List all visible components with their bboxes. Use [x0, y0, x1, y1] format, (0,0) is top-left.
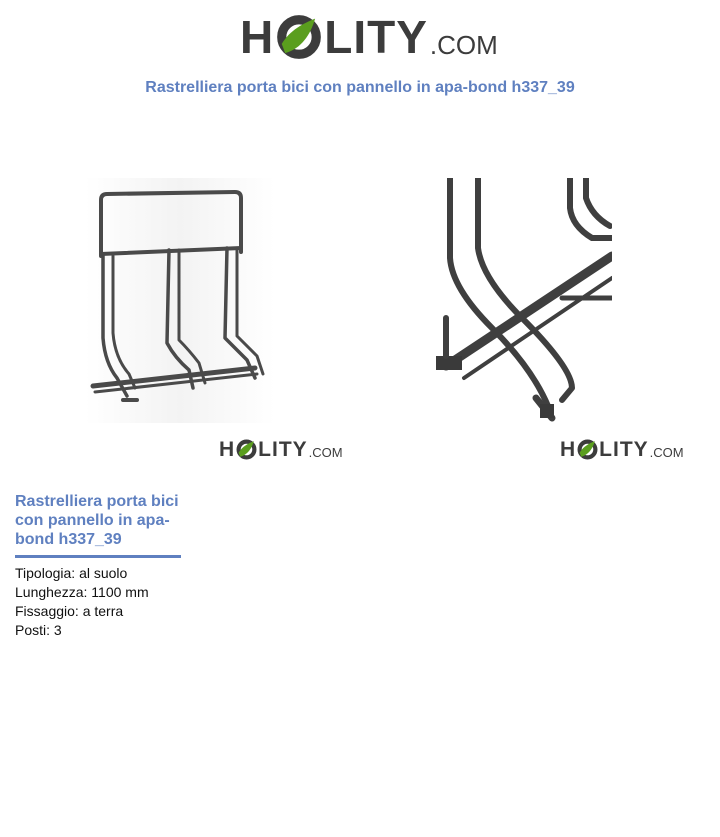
- spec-value: a terra: [82, 603, 124, 619]
- spec-item-tipologia: Tipologia: al suolo: [15, 565, 128, 581]
- spec-item-posti: Posti: 3: [15, 622, 62, 638]
- logo-leaf-icon: [236, 439, 257, 460]
- logo-text-com: .COM: [649, 445, 684, 460]
- brand-logo-small: [219, 439, 343, 461]
- spec-item-fissaggio: Fissaggio: a terra: [15, 603, 124, 619]
- logo-text-lity: LITY: [599, 438, 649, 461]
- logo-text-com: .COM: [308, 445, 343, 460]
- logo-text-lity: LITY: [258, 438, 308, 461]
- spec-value: 1100 mm: [91, 584, 149, 600]
- logo-text-com: .COM: [429, 30, 498, 60]
- page-title: Rastrelliera porta bici con pannello in apa-bond h337_39: [145, 79, 575, 96]
- spec-value: al suolo: [79, 565, 128, 581]
- logo-text-lity: LITY: [324, 11, 428, 63]
- product-image-detail: [432, 178, 612, 426]
- spec-list: [15, 564, 149, 640]
- spec-item-lunghezza: Lunghezza: 1100 mm: [15, 584, 149, 600]
- spec-label: Fissaggio: [15, 603, 75, 619]
- logo-text-h: H: [560, 438, 577, 461]
- product-image-front: [85, 178, 275, 423]
- logo-leaf-icon: [577, 439, 598, 460]
- product-heading: Rastrelliera porta bici con pannello in apa-bond h337_39: [15, 492, 181, 558]
- spec-label: Lunghezza: [15, 584, 84, 600]
- logo-leaf-icon: [276, 14, 322, 60]
- spec-label: Tipologia: [15, 565, 72, 581]
- logo-text-h: H: [219, 438, 236, 461]
- spec-label: Posti: [15, 622, 47, 638]
- spec-value: 3: [53, 622, 62, 638]
- brand-logo[interactable]: [240, 12, 498, 62]
- logo-text-h: H: [240, 11, 275, 63]
- brand-logo-small: [560, 439, 684, 461]
